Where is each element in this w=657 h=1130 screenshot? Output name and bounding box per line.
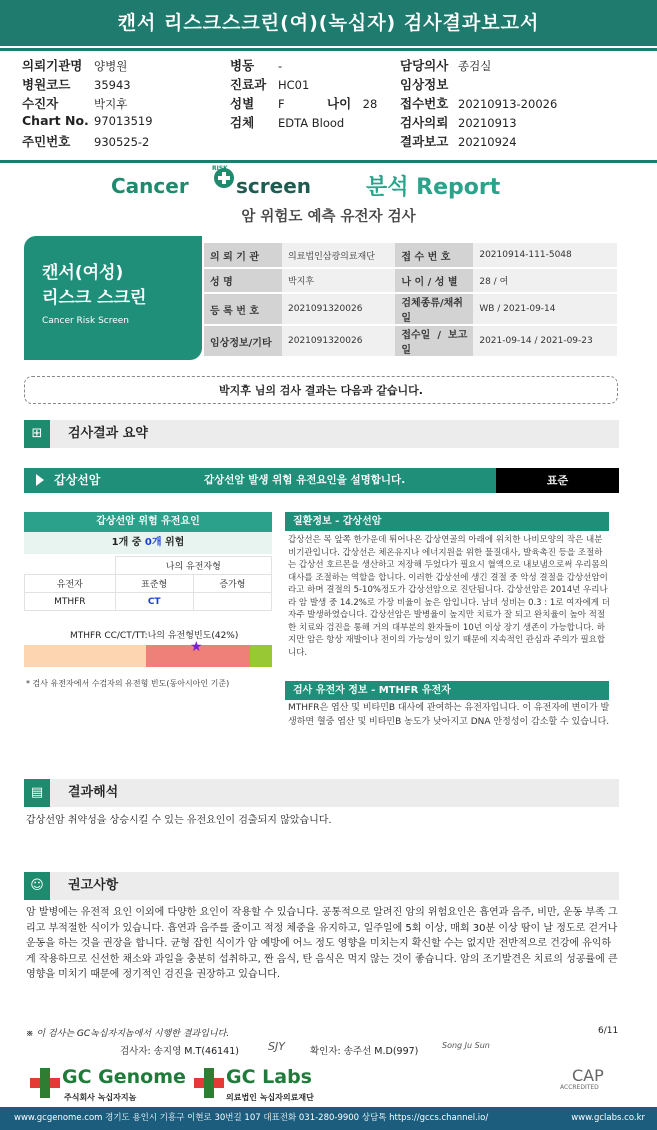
- clipboard-icon: ▤: [24, 779, 50, 807]
- gc-labs-sub: 의료법인 녹십자의료재단: [226, 1093, 314, 1102]
- header-value: F: [278, 97, 285, 111]
- header-value: 20210924: [458, 135, 517, 149]
- page-number: 6/11: [598, 1026, 619, 1036]
- interp-text: 갑상선암 취약성을 상승시킬 수 있는 유전요인이 검출되지 않았습니다.: [26, 815, 332, 826]
- result-desc: 갑상선암 발생 위험 유전요인을 설명합니다.: [204, 474, 406, 486]
- patient-label: 검체종류/채취일: [395, 293, 473, 325]
- section-interp: [24, 779, 619, 807]
- header-row: [22, 75, 131, 93]
- disease-title: 질환정보 - 갑상선암: [285, 512, 609, 531]
- cap-logo: CAP: [572, 1066, 604, 1085]
- freq-bar: [24, 639, 272, 667]
- patient-label: 의 뢰 기 관: [204, 243, 282, 268]
- my-genotype-star: ★: [190, 639, 203, 655]
- patient-value: 박지후: [282, 268, 395, 293]
- freq-seg-3: [250, 645, 272, 667]
- header-row: [230, 75, 309, 93]
- footer: [0, 1107, 657, 1130]
- section-summary: [24, 420, 619, 448]
- header-label: 주민번호: [22, 134, 71, 149]
- gene-count-post: 위험: [165, 537, 185, 548]
- header-value: 20210913: [458, 116, 517, 130]
- col-std: 표준형: [115, 575, 193, 593]
- gc-genome-sub: 주식회사 녹십자지놈: [64, 1093, 137, 1102]
- section-advice: [24, 872, 619, 900]
- gene-panel-title: 갑상선암 위험 유전요인: [24, 512, 272, 532]
- patient-value: 2021091320026: [282, 325, 395, 357]
- age-row: [327, 94, 377, 112]
- patient-label: 등 록 번 호: [204, 293, 282, 325]
- header-label: 병원코드: [22, 77, 71, 92]
- patient-value: 2021091320026: [282, 293, 395, 325]
- header-label: 병동: [230, 58, 255, 73]
- gene-inc: [193, 593, 271, 611]
- summary-title: 검사결과 요약: [68, 426, 148, 441]
- gene-freq-text: MTHFR CC/CT/TT:나의 유전형빈도(42%): [70, 631, 239, 641]
- header-value: 97013519: [94, 114, 153, 128]
- brand-screen: screen: [236, 174, 311, 198]
- signoff-note: ※ 이 검사는 GC녹십자지놈에서 시행한 결과입니다.: [26, 1029, 230, 1039]
- brand-report: 분석 Report: [366, 175, 501, 200]
- header-row: [230, 113, 344, 131]
- gc-cross-logo-1: [30, 1068, 60, 1098]
- tester: 검사자: 송지영 M.T(46141): [120, 1046, 239, 1057]
- header-row: [400, 56, 491, 74]
- result-level: 표준: [496, 468, 619, 493]
- patient-row: [204, 293, 617, 325]
- gc-cross-logo-2: [194, 1068, 224, 1098]
- patient-row: [204, 243, 617, 268]
- genotype-header: 나의 유전자형: [115, 557, 271, 575]
- header-label: 임상정보: [400, 77, 449, 92]
- header-label: 검사의뢰: [400, 115, 449, 130]
- patient-row: [204, 268, 617, 293]
- patient-value: 2021-09-14 / 2021-09-23: [473, 325, 617, 357]
- gc-labs-logo: GC Labs: [226, 1066, 312, 1088]
- patient-value: 28 / 여: [473, 268, 617, 293]
- header-label: 접수번호: [400, 96, 449, 111]
- disease-text: 갑상선은 목 앞쪽 한가운데 튀어나온 갑상연골의 아래에 위치한 나비모양의 작은 내분비기관입니다. 갑상선은 체온유지나 에너지원을 위한 물질대사, 발육촉진 등을 조절하는 갑상선 호르몬을 생산하고 저장해 두었다가 필요시 혈액으로 내보냄으로써 우리몸의 대사를 조절하는 역할을 합니다. 이러한 갑상선에 생긴 결절 중 악성 결절을 갑상선암이라고 하며 결절의 5-10%정도가 갑상선암으로 진단됩니다. 갑상선암은 2014년 우리나라 암 발생 중 14.2%로 가장 비율이 높은 암입니다. 남녀 성비는 0.3 : 1로 여자에게 더 자주 발생하였습니다. 갑상선암은 발병율이 높지만 치료가 잘 되고 완치율이 높아 적절한 치료와 검진을 통해 거의 대부분의 환자들이 10년 이상 장기 생존이 가능합니다. 하지만 암은 항상 재발이나 전이의 가능성이 있기 때문에 지속적인 관심과 주의가 필요합니다.: [288, 535, 610, 658]
- col-gene: 유전자: [25, 575, 116, 593]
- header-label: 성별: [230, 96, 255, 111]
- header-label: 결과보고: [400, 134, 449, 149]
- header-row: [230, 94, 285, 112]
- footer-right[interactable]: www.gclabs.co.kr: [571, 1113, 645, 1123]
- header-value: EDTA Blood: [278, 116, 345, 130]
- card-line-2: 리스크 스크린: [42, 288, 147, 308]
- card-line-3: Cancer Risk Screen: [42, 316, 130, 326]
- header-value: 35943: [94, 78, 131, 92]
- header-row: [230, 56, 282, 74]
- patient-value: 의료법인삼광의료재단: [282, 243, 395, 268]
- interp-title: 결과해석: [68, 785, 119, 800]
- header-divider: [0, 48, 657, 51]
- header-label: Chart No.: [22, 113, 89, 128]
- gene-footnote: * 검사 유전자에서 수검자의 유전형 빈도(동아시아인 기준): [26, 679, 230, 688]
- header-label: 담당의사: [400, 58, 449, 73]
- report-title: 캔서 리스크스크린(여)(녹십자) 검사결과보고서: [0, 0, 657, 46]
- advice-text: 암 발병에는 유전적 요인 이외에 다양한 요인이 작용할 수 있습니다. 공통적으로 알려진 암의 위험요인은 흡연과 음주, 비만, 운동 부족 그리고 부적절한 식이가 있습니다. 흡연과 음주를 줄이고 적정 체중을 유지하고, 일주일에 5회 이상, 매회 30분 이상 땀이 날 정도로 걷거나 운동을 하는 것을 권장을 합니다. 균형 잡힌 식이가 암 예방에 어느 정도 영향을 미치는지 확신할 수는 없지만 전반적으로 건강에 유익하게 작용하므로 신선한 채소와 과일을 충분히 섭취하고, 짠 음식, 탄 음식은 먹지 않는 것이 좋습니다. 암의 조기발견은 치료의 성공률에 큰 영향을 미치기 때문에 정기적인 검진을 권장하고 있습니다.: [26, 907, 618, 980]
- header-divider-2: [0, 160, 657, 163]
- header-row: [400, 113, 517, 131]
- brand-subtitle: 암 위험도 예측 유전자 검사: [241, 209, 416, 225]
- genotype-table: [24, 556, 272, 611]
- gene-count: [24, 532, 272, 554]
- header-label: 수진자: [22, 96, 59, 111]
- doctor-icon: ☺: [24, 872, 50, 900]
- header-value: 종검실: [458, 59, 492, 73]
- patient-label: 나 이 / 성 별: [395, 268, 473, 293]
- patient-row: [204, 325, 617, 357]
- header-value: -: [278, 59, 283, 73]
- patient-value: WB / 2021-09-14: [473, 293, 617, 325]
- brand-risk: RISK: [212, 165, 228, 172]
- gene-count-num: 0개: [144, 537, 162, 548]
- tester-signature: SJY: [268, 1040, 285, 1053]
- play-icon: [36, 474, 44, 486]
- gene-std: CT: [115, 593, 193, 611]
- age-value: 28: [362, 97, 378, 111]
- card-line-1: 캔서(여성): [42, 263, 124, 283]
- brand-cancer: Cancer: [111, 174, 189, 198]
- header-value: 930525-2: [94, 135, 150, 149]
- header-row: [400, 132, 517, 150]
- gene-count-pre: 1개 중: [111, 537, 142, 548]
- geneinfo-text: MTHFR은 엽산 및 비타민B 대사에 관여하는 유전자입니다. 이 유전자에 변이가 발생하면 혈중 엽산 및 비타민B 농도가 낮아지고 DNA 안정성이 감소할 수 있습니다.: [288, 703, 610, 727]
- result-notice: 박지후 님의 검사 결과는 다음과 같습니다.: [24, 376, 618, 404]
- header-row: [22, 113, 153, 131]
- patient-label: 성 명: [204, 268, 282, 293]
- header-row: [22, 94, 127, 112]
- header-value: 박지후: [94, 97, 128, 111]
- header-value: HC01: [278, 78, 310, 92]
- patient-label: 접 수 번 호: [395, 243, 473, 268]
- header-value: 20210913-20026: [458, 97, 558, 111]
- confirmer: 확인자: 송주선 M.D(997): [310, 1046, 419, 1057]
- advice-title: 권고사항: [68, 878, 119, 893]
- result-bar: [24, 468, 619, 493]
- header-row: [22, 56, 127, 74]
- footer-left[interactable]: www.gcgenome.com 경기도 용인시 기흥구 이현로 30번길 107 대표전화 031-280-9900 상담톡 https://gccs.channel.io/: [14, 1113, 489, 1123]
- product-card: [24, 236, 202, 360]
- header-row: [400, 75, 458, 93]
- gc-genome-logo: GC Genome: [62, 1066, 186, 1088]
- age-label: 나이: [327, 96, 352, 111]
- patient-value: 20210914-111-5048: [473, 243, 617, 268]
- col-inc: 증가형: [193, 575, 271, 593]
- geneinfo-title: 검사 유전자 정보 - MTHFR 유전자: [285, 681, 609, 700]
- cap-sub: ACCREDITED: [560, 1084, 599, 1091]
- header-label: 검체: [230, 115, 255, 130]
- header-row: [400, 94, 557, 112]
- header-value: 양병원: [94, 59, 128, 73]
- header-label: 의뢰기관명: [22, 58, 83, 73]
- result-cancer: 갑상선암: [54, 473, 101, 487]
- patient-label: 임상정보/기타: [204, 325, 282, 357]
- header-row: [22, 132, 149, 150]
- gene-name: MTHFR: [25, 593, 116, 611]
- patient-info-table: [204, 243, 617, 358]
- header-label: 진료과: [230, 77, 267, 92]
- folder-plus-icon: ⊞: [24, 420, 50, 448]
- freq-seg-1: [24, 645, 146, 667]
- confirmer-signature: Song Ju Sun: [442, 1041, 490, 1050]
- patient-label: 접수일 / 보고일: [395, 325, 473, 357]
